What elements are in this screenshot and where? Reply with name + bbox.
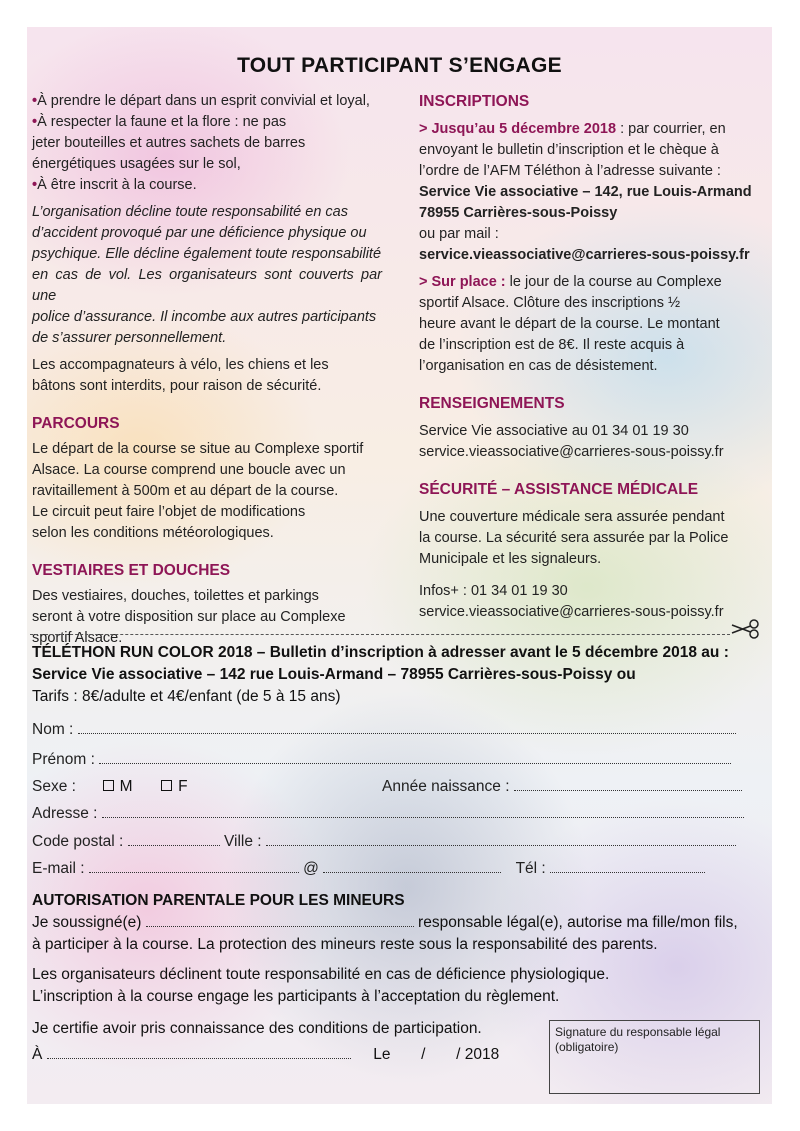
participation-text: à participer à la course. La protection des mineurs reste sous la responsabilité des parents. [32,936,658,953]
signature-label: Signature du responsable légal [555,1025,721,1039]
cp-label: Code postal : [32,833,124,850]
auth-heading: AUTORISATION PARENTALE POUR LES MINEURS [32,892,405,909]
securite-text: Une couverture médicale sera assurée pendant la course. La sécurité sera assurée par la Police Municipale et les signaleurs. [419,509,729,567]
certification-text: Je certifie avoir pris connaissance des conditions de participation. [32,1020,482,1037]
email-row [32,858,767,880]
infos-text: Infos+ : 01 34 01 19 30 service.vieassociative@carrieres-sous-poissy.fr [419,581,764,623]
ville-label: Ville : [223,833,262,850]
male-checkbox[interactable] [103,780,114,791]
email-link[interactable]: service.vieassociative@carrieres-sous-poissy.fr [419,604,724,620]
inscription-mail-option: > Jusqu’au 5 décembre 2018 : par courrier, en [419,121,726,137]
email-link[interactable]: service.vieassociative@carrieres-sous-poissy.fr [419,444,724,460]
page-title: TOUT PARTICIPANT S’ENGAGE [237,54,562,77]
commitment-item: •À être inscrit à la course. [32,177,197,193]
left-column [32,91,382,649]
scissors-icon [730,617,760,641]
postal-address: Service Vie associative – 142, rue Louis-Armand [419,184,752,200]
annee-field[interactable] [514,776,742,791]
email-link[interactable]: service.vieassociative@carrieres-sous-poissy.fr [419,247,750,263]
tarifs: Tarifs : 8€/adulte et 4€/enfant (de 5 à 15 ans) [32,688,341,705]
commitment-text: jeter bouteilles et autres sachets de barres [32,135,306,151]
liability-disclaimer: L’organisation décline toute responsabilité en cas d’accident provoqué par une déficience physique ou psychique. Elle décline également toute responsabilité en cas de vol. Les organisateurs sont couverts par une police d’assurance. Il incombe aux autres participants de s’assurer personnellement. [32,204,382,346]
soussigne-row: Je soussigné(e) responsable légal(e), autorise ma fille/mon fils, [32,914,738,931]
annee-row [382,776,742,798]
commitment-item: •À prendre le départ dans un esprit convivial et loyal, [32,93,370,109]
bullet-icon: • [32,114,38,130]
bullet-icon: • [32,177,38,193]
renseignements-text: Service Vie associative au 01 34 01 19 30 service.vieassociative@carrieres-sous-poissy.fr [419,421,764,463]
tel-field[interactable] [550,858,705,873]
place-date-row: À Le / / 2018 [32,1046,500,1063]
sexe-label: Sexe : [32,778,76,795]
adresse-field[interactable] [102,803,744,818]
organizer-notice-2: L’inscription à la course engage les participants à l’acceptation du règlement. [32,988,560,1005]
vestiaires-text: Des vestiaires, douches, toilettes et parkings seront à votre disposition sur place au Complexe sportif Alsace. [32,588,346,646]
securite-heading: SÉCURITÉ – ASSISTANCE MÉDICALE [419,481,699,498]
place-field[interactable] [47,1044,351,1059]
bullet-icon: • [32,93,38,109]
registration-form [32,642,767,708]
adresse-label: Adresse : [32,805,98,822]
email-label: E-mail : [32,860,85,877]
forbidden-notice: Les accompagnateurs à vélo, les chiens et les bâtons sont interdits, pour raison de sécurité. [32,357,329,394]
commitment-item: •À respecter la faune et la flore : ne pas [32,114,287,130]
female-checkbox[interactable] [161,780,172,791]
cut-line [30,634,730,635]
parcours-heading: PARCOURS [32,415,120,432]
email-domain-field[interactable] [323,858,501,873]
signature-required: (obligatoire) [555,1040,619,1054]
signature-box[interactable] [549,1020,760,1094]
organizer-notice-1: Les organisateurs déclinent toute responsabilité en cas de déficience physiologique. [32,966,610,983]
form-address: Service Vie associative – 142 rue Louis-Armand – 78955 Carrières-sous-Poissy ou [32,666,636,683]
tel-label: Tél : [515,860,546,877]
cp-field[interactable] [128,831,220,846]
right-column: INSCRIPTIONS > Jusqu’au 5 décembre 2018 : par courrier, en envoyant le bulletin d’inscription et le chèque à l’ordre de l’AFM Téléthon à l’adresse suivante : Service Vie associative – 142, rue Louis-Armand 78955 Carrières-sous-Poissy ou par mail : service.vieassociative@carrieres-sous-poissy.fr > Sur place : le jour de la course au Complexe sportif Alsace. Clôture des inscriptions ½ heure avant le départ de la course. Le montant de l’inscription est de 8€. Il reste acquis à l’organisation en cas de désistement. RENSEIGNEMENTS Service Vie associative au 01 34 01 19 30 service.vieassociative@carrieres-sous-poissy.fr SÉCURITÉ – ASSISTANCE MÉDICALE Une couverture médicale sera assurée pendant la course. La sécurité sera assurée par la Police Municipale et les signaleurs. Infos+ : 01 34 01 19 30 service.vieassociative@carrieres-sous-poissy.fr [419,91,764,623]
male-label: M [119,778,133,795]
nom-field[interactable] [78,719,736,734]
prenom-field[interactable] [99,749,731,764]
renseignements-heading: RENSEIGNEMENTS [419,395,565,412]
prenom-row [32,749,767,771]
inscriptions-heading: INSCRIPTIONS [419,93,530,110]
nom-label: Nom : [32,721,74,738]
parcours-text: Le départ de la course se situe au Complexe sportif Alsace. La course comprend une boucle avec un ravitaillement à 500m et au départ de la course. Le circuit peut faire l’objet de modifications selon les conditions météorologiques. [32,441,364,541]
adresse-row [32,803,767,825]
at-sign: @ [303,860,319,877]
vestiaires-heading: VESTIAIRES ET DOUCHES [32,562,231,579]
cp-ville-row [32,831,767,853]
commitment-text: énergétiques usagées sur le sol, [32,156,241,172]
female-label: F [178,778,188,795]
form-header: TÉLÉTHON RUN COLOR 2018 – Bulletin d’inscription à adresser avant le 5 décembre 2018 au : [32,644,729,661]
nom-row [32,719,767,741]
annee-label: Année naissance : [382,778,510,795]
guardian-name-field[interactable] [146,912,414,927]
prenom-label: Prénom : [32,751,95,768]
ville-field[interactable] [266,831,736,846]
inscription-onsite-option: > Sur place : le jour de la course au Complexe [419,274,722,290]
flyer-page [27,27,772,1104]
email-field[interactable] [89,858,299,873]
